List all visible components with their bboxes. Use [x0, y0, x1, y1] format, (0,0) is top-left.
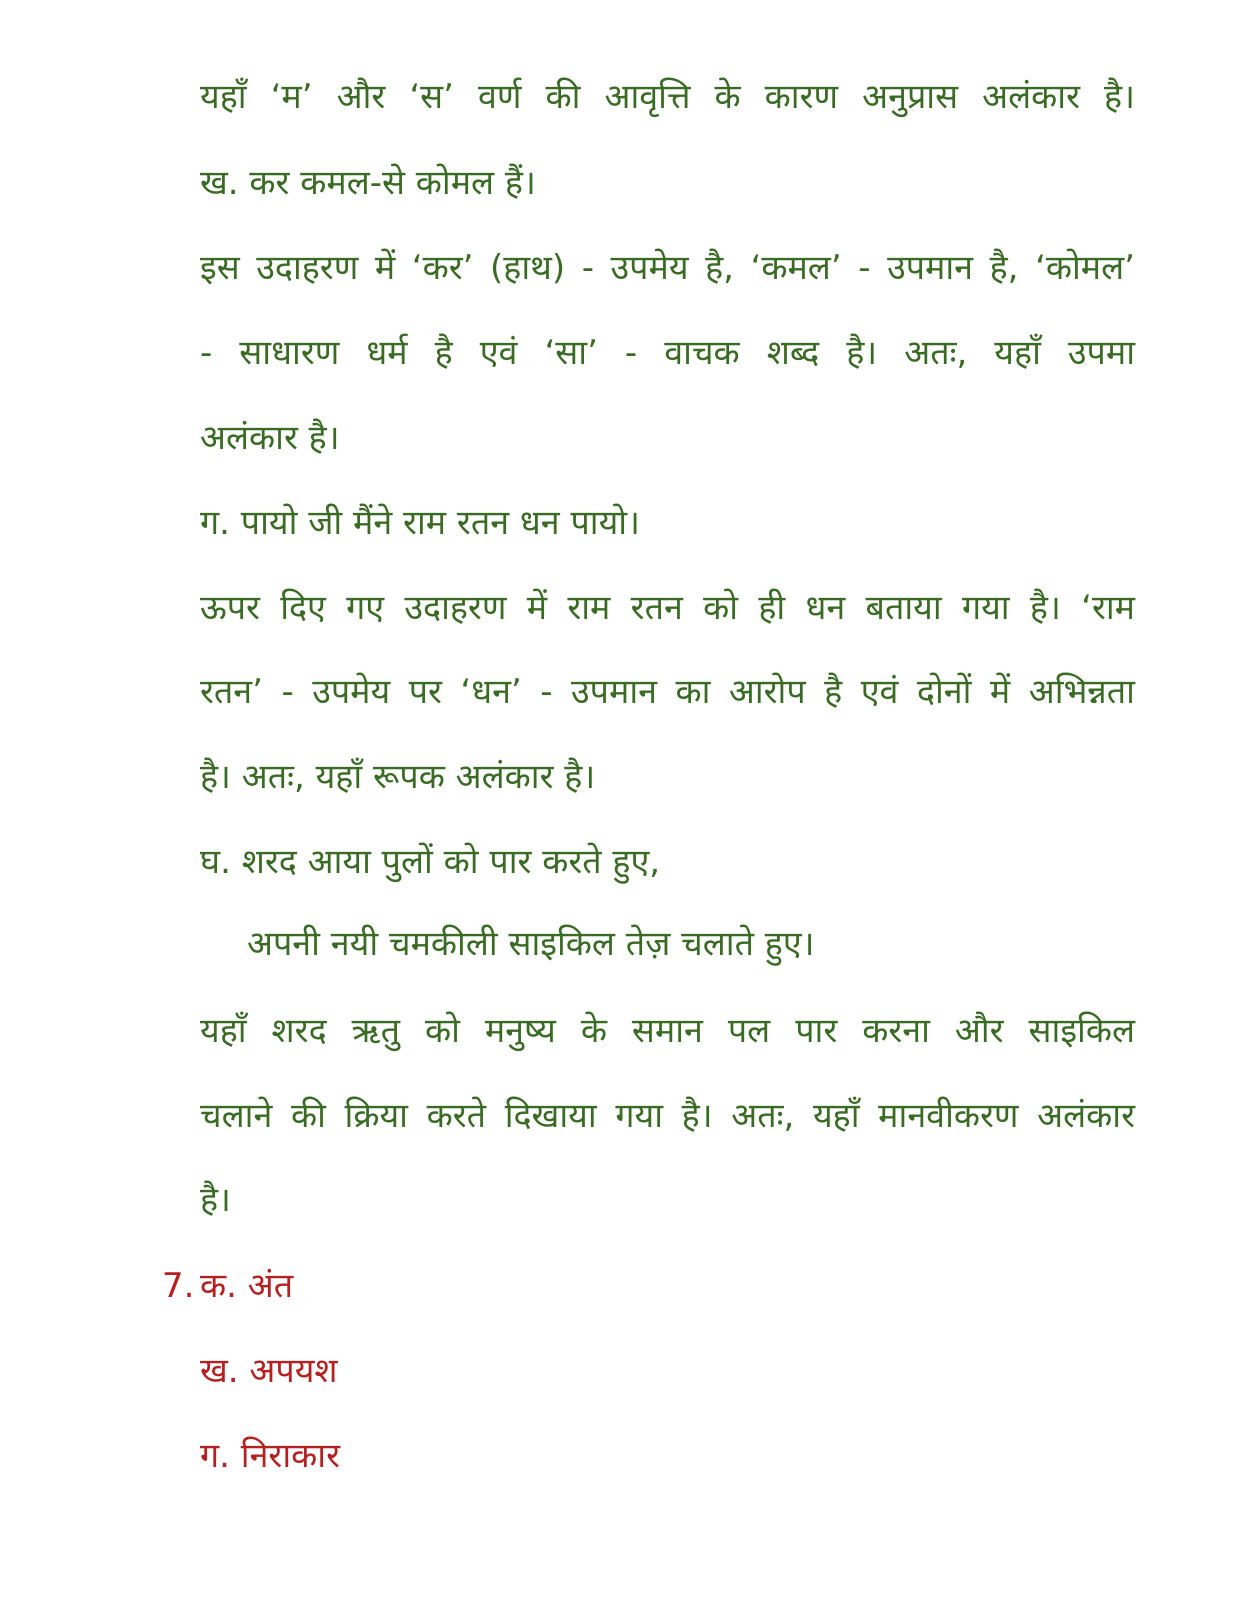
text-line: है। — [200, 1180, 231, 1220]
question-number: 7. — [162, 1266, 195, 1306]
text-line: रतन’ - उपमेय पर ‘धन’ - उपमान का आरोप है एवं दोनों में अभिन्नता — [200, 672, 1135, 712]
text-line: इस उदाहरण में ‘कर’ (हाथ) - उपमेय है, ‘कमल’ - उपमान है, ‘कोमल’ — [200, 248, 1135, 288]
example-heading: घ. शरद आया पुलों को पार करते हुए, — [200, 842, 661, 882]
text-line: अलंकार है। — [200, 418, 340, 458]
text-line: ऊपर दिए गए उदाहरण में राम रतन को ही धन बताया गया है। ‘राम — [200, 588, 1135, 628]
text-line: यहाँ ‘म’ और ‘स’ वर्ण की आवृत्ति के कारण अनुप्रास अलंकार है। — [200, 77, 1135, 117]
verse-line: अपनी नयी चमकीली साइकिल तेज़ चलाते हुए। — [247, 924, 815, 964]
text-line: - साधारण धर्म है एवं ‘सा’ - वाचक शब्द है। अतः, यहाँ उपमा — [200, 333, 1135, 373]
text-line: है। अतः, यहाँ रूपक अलंकार है। — [200, 757, 596, 797]
example-heading: ग. पायो जी मैंने राम रतन धन पायो। — [200, 503, 640, 543]
example-heading: ख. कर कमल-से कोमल हैं। — [200, 163, 536, 203]
text-line: चलाने की क्रिया करते दिखाया गया है। अतः, यहाँ मानवीकरण अलंकार — [200, 1096, 1135, 1136]
text-line: यहाँ शरद ऋतु को मनुष्य के समान पल पार करना और साइकिल — [200, 1011, 1135, 1051]
answer-item: क. अंत — [200, 1266, 294, 1306]
answer-item: ख. अपयश — [200, 1351, 338, 1391]
answer-item: ग. निराकार — [200, 1436, 340, 1476]
